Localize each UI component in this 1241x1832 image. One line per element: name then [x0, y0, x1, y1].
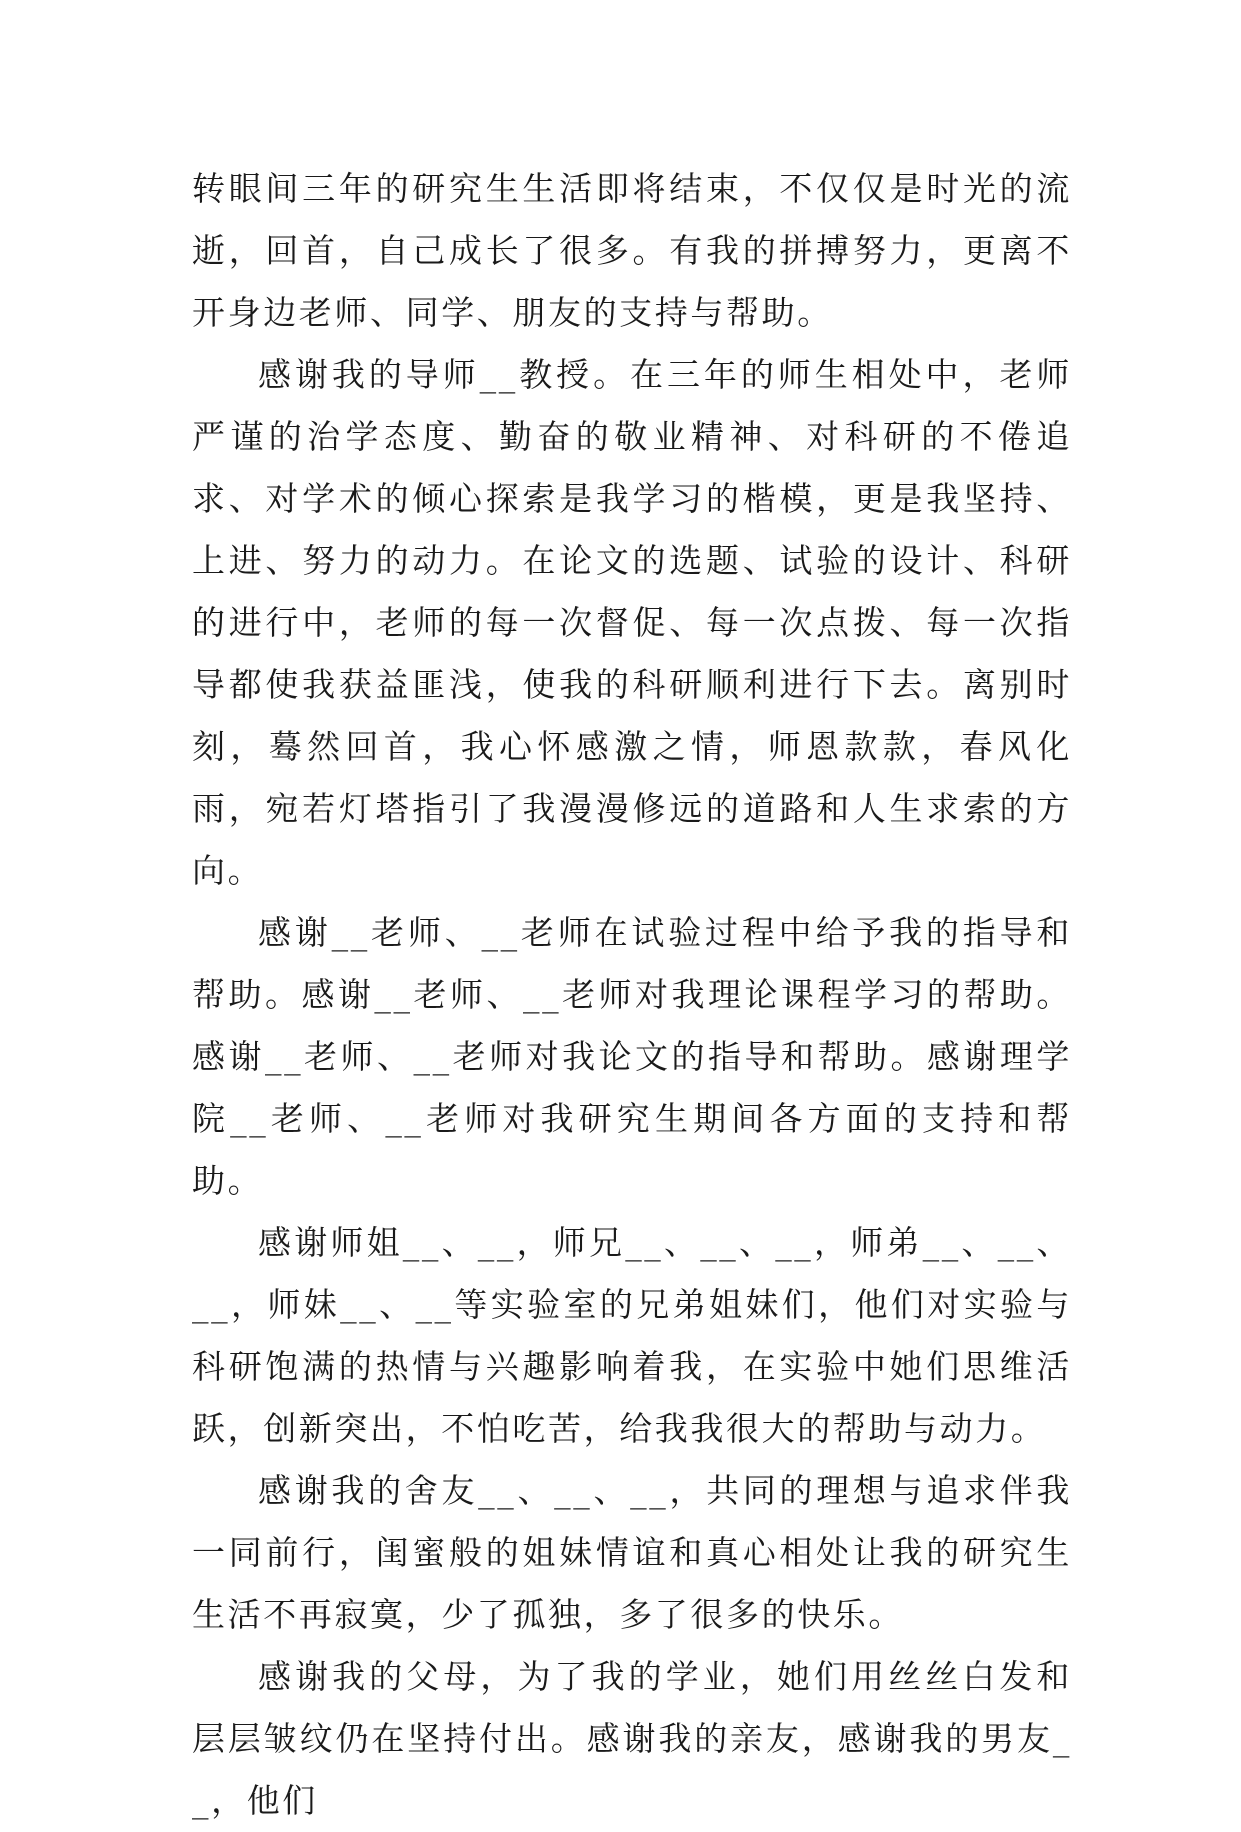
paragraph-advisor-thanks: 感谢我的导师__教授。在三年的师生相处中，老师严谨的治学态度、勤奋的敬业精神、对科研的不倦追求、对学术的倾心探索是我学习的楷模，更是我坚持、上进、努力的动力。在论文的选题、试验的设计、科研的进行中，老师的每一次督促、每一次点拨、每一次指导都使我获益匪浅，使我的科研顺利进行下去。离别时刻，蓦然回首，我心怀感激之情，师恩款款，春风化雨，宛若灯塔指引了我漫漫修远的道路和人生求索的方向。: [192, 355, 1072, 890]
paragraph-family-thanks: 感谢我的父母，为了我的学业，她们用丝丝白发和层层皱纹仍在坚持付出。感谢我的亲友，感谢我的男友__，他们: [192, 1657, 1072, 1820]
paragraph-roommates-thanks: 感谢我的舍友__、__、__，共同的理想与追求伴我一同前行，闺蜜般的姐妹情谊和真心相处让我的研究生生活不再寂寞，少了孤独，多了很多的快乐。: [192, 1471, 1072, 1634]
document-body: [192, 158, 1072, 1832]
paragraph-teachers-thanks: 感谢__老师、__老师在试验过程中给予我的指导和帮助。感谢__老师、__老师对我理论课程学习的帮助。感谢__老师、__老师对我论文的指导和帮助。感谢理学院__老师、__老师对我研究生期间各方面的支持和帮助。: [192, 913, 1072, 1200]
paragraph-intro: 转眼间三年的研究生生活即将结束，不仅仅是时光的流逝，回首，自己成长了很多。有我的拼搏努力，更离不开身边老师、同学、朋友的支持与帮助。: [192, 169, 1072, 332]
paragraph-labmates-thanks: 感谢师姐__、__，师兄__、__、__，师弟__、__、__，师妹__、__等实验室的兄弟姐妹们，他们对实验与科研饱满的热情与兴趣影响着我，在实验中她们思维活跃，创新突出，不怕吃苦，给我我很大的帮助与动力。: [192, 1223, 1072, 1448]
